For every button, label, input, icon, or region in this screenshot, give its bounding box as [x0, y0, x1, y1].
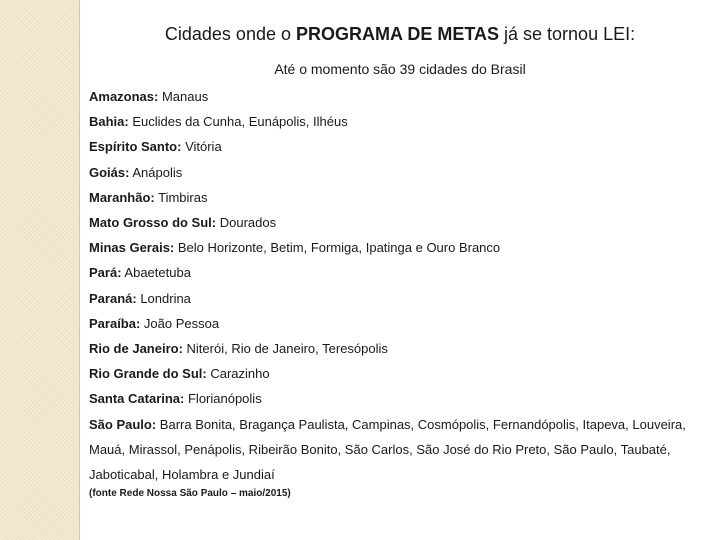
state-name: Maranhão: [89, 189, 155, 205]
city-list: Niterói, Rio de Janeiro, Teresópolis [182, 341, 388, 357]
list-item-minas-gerais [89, 235, 689, 260]
list-item-para [89, 260, 689, 285]
state-name: Pará: [89, 265, 122, 281]
city-list: Carazinho [206, 366, 270, 382]
state-name: São Paulo: [89, 416, 157, 432]
city-list: Dourados [216, 215, 277, 231]
state-name: Bahia: [89, 114, 129, 130]
state-name: Rio de Janeiro: [89, 341, 183, 357]
state-name: Minas Gerais: [89, 240, 175, 256]
list-item-paraiba [89, 311, 689, 336]
list-item-amazonas [89, 84, 689, 109]
list-item-parana [89, 286, 689, 311]
title-suffix: já se tornou LEI: [499, 24, 636, 44]
city-list: Anápolis [129, 164, 183, 180]
city-list: Belo Horizonte, Betim, Formiga, Ipatinga e Ouro Branco [174, 240, 501, 256]
state-name: Mato Grosso do Sul: [89, 215, 217, 231]
subtitle: Até o momento são 39 cidades do Brasil [274, 61, 526, 77]
city-list: Abaetetuba [121, 265, 191, 281]
city-list: Londrina [136, 290, 191, 306]
list-item-maranhao [89, 185, 689, 210]
state-name: Paraná: [89, 290, 137, 306]
list-item-sao-paulo [89, 412, 687, 488]
list-item-espirito-santo [89, 134, 689, 159]
source-note: (fonte Rede Nossa São Paulo – maio/2015) [89, 488, 291, 499]
state-name: Paraíba: [89, 315, 141, 331]
list-item-rio-grande-do-sul [89, 361, 689, 386]
city-list: Vitória [181, 139, 222, 155]
title-prefix: Cidades onde o [164, 24, 296, 44]
city-list: Manaus [158, 89, 209, 104]
state-name: Goiás: [89, 164, 130, 180]
list-item-santa-catarina [89, 386, 689, 411]
state-name: Rio Grande do Sul: [89, 366, 207, 382]
state-city-list [89, 84, 689, 487]
state-name: Amazonas: [89, 89, 159, 104]
city-list: Florianópolis [184, 391, 262, 407]
city-list: João Pessoa [140, 315, 220, 331]
state-name: Espírito Santo: [89, 139, 182, 155]
state-name: Santa Catarina: [89, 391, 185, 407]
list-item-bahia [89, 109, 689, 134]
city-list: Timbiras [154, 189, 208, 205]
list-item-goias [89, 160, 689, 185]
list-item-rio-de-janeiro [89, 336, 689, 361]
decorative-side-band [0, 0, 80, 540]
title-highlight: PROGRAMA DE METAS [296, 24, 500, 44]
page-title [90, 22, 710, 46]
city-list: Barra Bonita, Bragança Paulista, Campinas, Cosmópolis, Fernandópolis, Itapeva, Louveira, Mauá, Mirassol, Penápolis, Ribeirão Bonito, São Carlos, São José do Rio Preto, São Paulo, Taubaté, Jaboticabal, Holambra e Jundiaí [89, 416, 686, 483]
list-item-mato-grosso-do-sul [89, 210, 689, 235]
city-list: Euclides da Cunha, Eunápolis, Ilhéus [128, 114, 348, 130]
